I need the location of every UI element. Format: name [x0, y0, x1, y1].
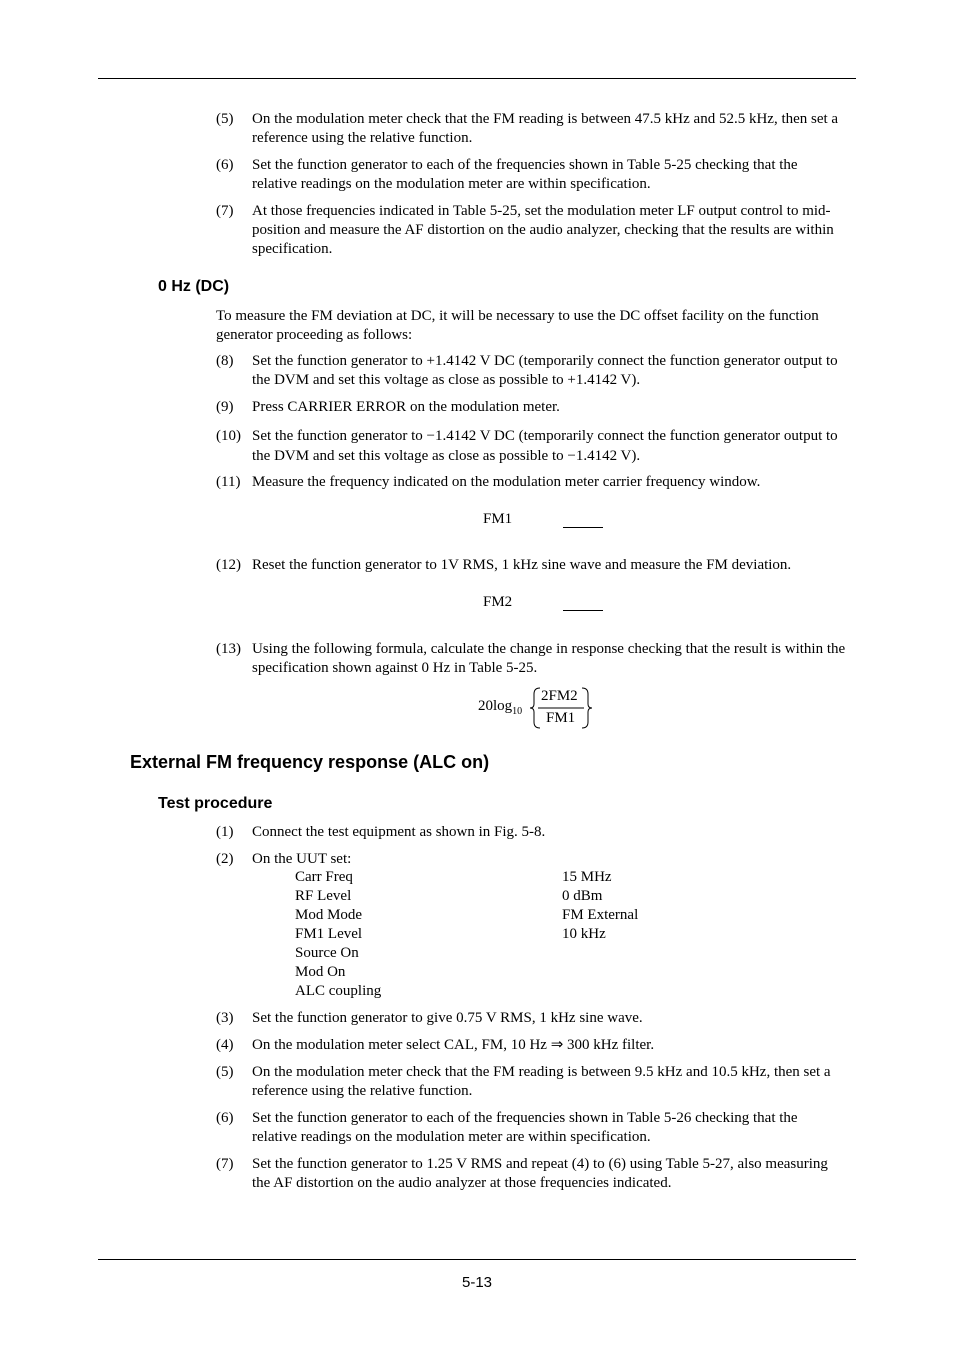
uut-setting-name: Carr Freq	[295, 869, 353, 885]
fm2-blank	[563, 596, 603, 611]
uut-setting-value: 10 kHz	[562, 926, 606, 942]
dc-heading: 0 Hz (DC)	[158, 278, 230, 295]
step-5-top	[216, 110, 846, 148]
ext-step-7	[216, 1155, 846, 1193]
step-9	[216, 398, 846, 417]
ext-step-3	[216, 1009, 846, 1028]
step-text: Set the function generator to +1.4142 V DC (temporarily connect the function generator output to the DVM and set this voltage as close as possible to +1.4142 V).	[252, 353, 838, 388]
step-text: On the modulation meter select CAL, FM, 10 Hz ⇒ 300 kHz filter.	[252, 1037, 655, 1053]
step-number: (1)	[216, 824, 234, 840]
ext-step-1	[216, 823, 846, 842]
step-text: On the UUT set:	[252, 851, 352, 867]
step-text: On the modulation meter check that the FM reading is between 47.5 kHz and 52.5 kHz, then set a reference using the relative function.	[252, 111, 839, 146]
uut-setting-name: ALC coupling	[295, 983, 382, 999]
step-number: (7)	[216, 1156, 234, 1172]
header-rule	[98, 78, 856, 79]
step-13	[216, 640, 846, 678]
step-text: Set the function generator to −1.4142 V DC (temporarily connect the function generator output to the DVM and set this voltage as close as possible to −1.4142 V).	[252, 428, 838, 464]
formula-coefficient: 20	[478, 698, 493, 714]
step-text: On the modulation meter check that the FM reading is between 9.5 kHz and 10.5 kHz, then set a reference using the relative function.	[252, 1064, 831, 1099]
step-number: (2)	[216, 851, 234, 867]
step-text: Set the function generator to each of the frequencies shown in Table 5-26 checking that the relative readings on the modulation meter are within specification.	[252, 1110, 798, 1145]
uut-setting-name: FM1 Level	[295, 926, 363, 942]
response-formula	[478, 686, 608, 730]
step-number: (6)	[216, 1110, 234, 1126]
step-text: Using the following formula, calculate the change in response checking that the result is within the specification shown against 0 Hz in Table 5-25.	[252, 641, 846, 676]
uut-setting-value: 15 MHz	[562, 869, 612, 885]
step-12	[216, 556, 846, 575]
uut-setting-name: Mod Mode	[295, 907, 363, 923]
ext-step-5	[216, 1063, 846, 1101]
fm1-label: FM1	[483, 511, 513, 527]
step-6-top	[216, 156, 846, 194]
step-number: (11)	[216, 474, 241, 490]
uut-setting-name: RF Level	[295, 888, 352, 904]
step-text: Set the function generator to each of the frequencies shown in Table 5-25 checking that the relative readings on the modulation meter are within specification.	[252, 157, 798, 192]
step-8	[216, 352, 846, 390]
formula-numerator: 2FM2	[541, 688, 578, 704]
step-number: (12)	[216, 557, 241, 573]
step-text: At those frequencies indicated in Table 5-25, set the modulation meter LF output control to mid-position and measure the AF distortion on the audio analyzer, checking that the results are within specification.	[252, 203, 834, 257]
ext-step-4	[216, 1036, 846, 1055]
step-number: (13)	[216, 641, 241, 657]
footer-rule	[98, 1259, 856, 1260]
step-text: Reset the function generator to 1V RMS, 1 kHz sine wave and measure the FM deviation.	[252, 557, 792, 573]
step-11	[216, 473, 846, 492]
fm2-label: FM2	[483, 594, 513, 610]
formula-denominator: FM1	[546, 710, 576, 726]
formula-log-base: 10	[512, 706, 523, 717]
step-number: (3)	[216, 1010, 234, 1026]
step-text: Connect the test equipment as shown in Fig. 5-8.	[252, 824, 546, 840]
formula-log: log	[493, 698, 513, 714]
step-number: (5)	[216, 1064, 234, 1080]
step-number: (7)	[216, 203, 234, 219]
step-7-top	[216, 202, 846, 259]
page-number: 5-13	[461, 1274, 493, 1291]
step-text: Set the function generator to give 0.75 V RMS, 1 kHz sine wave.	[252, 1010, 643, 1026]
step-text: Press CARRIER ERROR on the modulation meter.	[252, 399, 560, 415]
step-number: (10)	[216, 428, 241, 444]
step-number: (6)	[216, 157, 234, 173]
dc-intro: To measure the FM deviation at DC, it will be necessary to use the DC offset facility on the function generator proceeding as follows:	[216, 308, 819, 343]
test-procedure-heading: Test procedure	[158, 795, 273, 812]
uut-setting-name: Source On	[295, 945, 359, 961]
ext-step-2	[216, 850, 846, 869]
step-text: Measure the frequency indicated on the modulation meter carrier frequency window.	[252, 474, 761, 490]
step-number: (5)	[216, 111, 234, 127]
ext-fm-heading: External FM frequency response (ALC on)	[130, 752, 490, 772]
ext-step-6	[216, 1109, 846, 1147]
step-number: (8)	[216, 353, 234, 369]
uut-setting-names	[295, 868, 381, 1001]
step-number: (4)	[216, 1037, 234, 1053]
step-10	[216, 426, 846, 466]
uut-setting-value: 0 dBm	[562, 888, 603, 904]
uut-setting-value: FM External	[562, 907, 639, 923]
uut-setting-name: Mod On	[295, 964, 346, 980]
fm1-blank	[563, 513, 603, 528]
uut-setting-values	[562, 868, 638, 944]
step-text: Set the function generator to 1.25 V RMS and repeat (4) to (6) using Table 5-27, also measuring the AF distortion on the audio analyzer at those frequencies indicated.	[252, 1156, 828, 1191]
step-number: (9)	[216, 399, 234, 415]
